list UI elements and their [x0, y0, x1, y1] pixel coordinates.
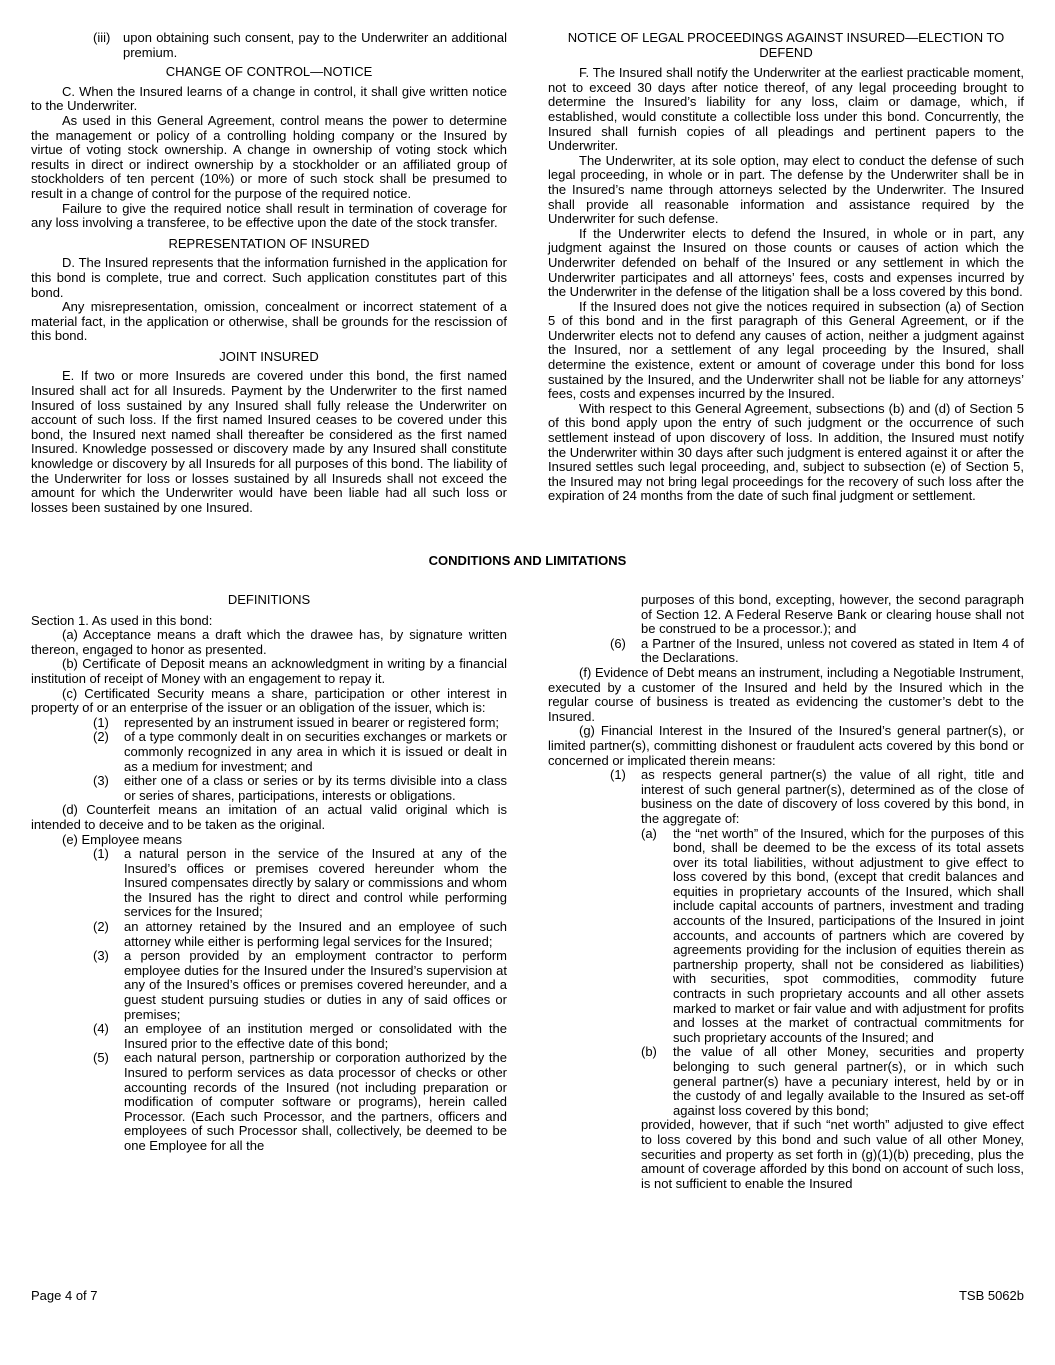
- list-item-g1: [548, 768, 1024, 826]
- heading-change-of-control: CHANGE OF CONTROL—NOTICE: [165, 64, 373, 80]
- item-text: a Partner of the Insured, unless not covered as stated in Item 4 of the Declarations.: [641, 635, 1024, 666]
- paragraph-f3: If the Underwriter elects to defend the Insured, in whole or in part, any judgment against the Insured on those counts or causes of action which the Underwriter defended on behalf of the Insured or any settlement in which the Underwriter participates and all attorneys’ fees, costs and expenses incurred by the Underwriter in the defense of the litigation shall be a loss covered by this bond.: [548, 225, 1024, 300]
- item-number: (1): [93, 846, 109, 862]
- heading-joint-insured: JOINT INSURED: [219, 348, 319, 364]
- item-text: either one of a class or series or by its terms divisible into a class or series of shares, participations, interests or obligations.: [124, 773, 507, 803]
- item-number: (2): [93, 729, 109, 745]
- item-number: (a): [641, 825, 657, 841]
- item-number: (1): [610, 767, 626, 783]
- list-item: [93, 1022, 507, 1051]
- form-number: TSB 5062b: [958, 1288, 1024, 1303]
- item-text: an employee of an institution merged or consolidated with the Insured prior to the effective date of this bond;: [124, 1021, 507, 1051]
- top-right-column: [548, 31, 1024, 504]
- definition-c-list: [31, 716, 507, 804]
- item-text: each natural person, partnership or corporation authorized by the Insured to perform services as data processor of checks or other accounting records of the Insured (not including preparation or modification of computer software or programs), herein called Processor. (Each such Processor, and the partners, officers and employees of such Processor shall, collectively, be deemed to be one Employee for all the: [124, 1050, 507, 1153]
- paragraph-f: F. The Insured shall notify the Underwriter at the earliest practicable moment, not to exceed 30 days after notice thereof, of any legal proceeding brought to determine the Insured’s liability for any loss, claim or damage, which, if established, would constitute a collectible loss under this bond. Concurrently, the Insured shall furnish copies of all pleadings and pertinent papers to the Underwriter.: [548, 65, 1024, 154]
- item-number: (4): [93, 1021, 109, 1037]
- list-item: [93, 1051, 507, 1153]
- list-item-e6: [548, 637, 1024, 666]
- definition-e: (e) Employee means: [62, 831, 182, 847]
- section-1-intro: Section 1. As used in this bond:: [31, 612, 213, 628]
- item-text: upon obtaining such consent, pay to the Underwriter an additional premium.: [123, 30, 507, 60]
- item-number: (3): [93, 773, 109, 789]
- list-item-iii: [31, 31, 507, 60]
- item-text: as respects general partner(s) the value of all right, title and interest of such general partner(s), determined as of the close of business on the date of discovery of loss covered by this bond, in the aggregate of:: [641, 767, 1024, 826]
- list-item: [93, 847, 507, 920]
- item-number: (1): [93, 714, 109, 730]
- item-text: the “net worth” of the Insured, which for the purposes of this bond, shall be deemed to be the excess of its total assets over its total liabilities, without adjustment to give effect to loss covered by this bond, (except that credit balances and equities in proprietary accounts of the Insured, which shall include capital accounts of partners, investment and trading accounts of the Insured, participations of the Insured in joint accounts, and accounts of partners which are covered by agreements providing for the inclusion of equities therein as partnership property, shall not be considered as liabilities) with securities, spot commodities, commodity future contracts in such proprietary accounts and all other assets marked to market or fair value and with adjustment for profits and losses at the market of contractual commitments for such proprietary accounts of the Insured; and: [673, 825, 1024, 1045]
- list-item-g1b: [548, 1045, 1024, 1118]
- heading-definitions: DEFINITIONS: [227, 592, 311, 607]
- paragraph-d2: Any misrepresentation, omission, concealment or incorrect statement of a material fact, in the application or otherwise, shall be grounds for the rescission of this bond.: [31, 299, 507, 344]
- definition-e-list: [31, 847, 507, 1153]
- item-text: a person provided by an employment contractor to perform employee duties for the Insured under the Insured’s supervision at any of the Insured’s offices or premises covered hereunder, and a guest student pursuing studies or duties in any of said offices or premises;: [124, 948, 507, 1022]
- item-text: a natural person in the service of the Insured at any of the Insured’s offices or premises covered hereunder whom the Insured compensates directly by salary or commissions and whom the Insured has the right to direct and control while performing services for the Insured;: [124, 846, 507, 920]
- paragraph-f2: The Underwriter, at its sole option, may elect to conduct the defense of such legal proceeding, in whole or in part. The defense by the Underwriter shall be in the Insured’s name through attorneys selected by the Underwriter. The Insured shall provide all reasonable information and assistance required by the Underwriter for such defense.: [548, 152, 1024, 227]
- definition-g: (g) Financial Interest in the Insured of the Insured’s general partner(s), or limited partner(s), committing dishonest or fraudulent acts covered by this bond or concerned or implicated therein means:: [548, 723, 1024, 768]
- list-item: [93, 730, 507, 774]
- list-item: [93, 716, 507, 731]
- list-item: [93, 920, 507, 949]
- definition-f: (f) Evidence of Debt means an instrument, including a Negotiable Instrument, executed by a customer of the Insured and held by the Insured which in the regular course of business is treated as evidencing the customer’s debt to the Insured.: [548, 664, 1024, 724]
- item-text: of a type commonly dealt in on securities exchanges or markets or commonly recognized in any area in which it is issued or dealt in as a medium for investment; and: [124, 729, 507, 774]
- item-number: (b): [641, 1044, 657, 1060]
- definition-d: (d) Counterfeit means an imitation of an actual valid original which is intended to deceive and to be taken as the original.: [31, 802, 507, 832]
- bottom-right-column: [548, 593, 1024, 1191]
- item-number: (2): [93, 919, 109, 935]
- page-number: Page 4 of 7: [31, 1288, 98, 1303]
- top-left-column: [31, 31, 507, 515]
- paragraph-c: C. When the Insured learns of a change in control, it shall give written notice to the Underwriter.: [31, 83, 507, 114]
- section-title: CONDITIONS AND LIMITATIONS: [428, 553, 627, 568]
- item-number: (5): [93, 1050, 109, 1066]
- item-number: (6): [610, 635, 626, 651]
- paragraph-c3: Failure to give the required notice shall result in termination of coverage for any loss involving a transferee, to be effective upon the date of the stock transfer.: [31, 200, 507, 231]
- heading-representation: REPRESENTATION OF INSURED: [168, 235, 370, 251]
- item-text: the value of all other Money, securities and property belonging to such general partner(s), or in which such general partner(s) have a pecuniary interest, held by or in the custody of and legally available to the Insured as set-off against loss covered by this bond;: [673, 1044, 1024, 1118]
- definition-c: (c) Certificated Security means a share, participation or other interest in property of or an enterprise of the issuer or an obligation of the issuer, which is:: [31, 685, 507, 716]
- processor-continuation: purposes of this bond, excepting, however, the second paragraph of Section 12. A Federal Reserve Bank or clearing house shall not be construed to be a processor.); and: [641, 592, 1024, 637]
- paragraph-e: E. If two or more Insureds are covered under this bond, the first named Insured shall act for all Insureds. Payment by the Underwriter to the first named Insured of loss sustained by any Insured shall fully release the Underwriter on account of such loss. If the first named Insured ceases to be covered under this bond, the Insured next named shall thereafter be considered as the first named Insured. Knowledge possessed or discovery made by any Insured shall constitute knowledge or discovery by all Insureds for all purposes of this bond. The liability of the Underwriter for loss or losses sustained by all Insureds shall not exceed the amount for which the Underwriter would have been liable had all such loss or losses been sustained by one Insured.: [31, 368, 507, 515]
- definition-b: (b) Certificate of Deposit means an acknowledgment in writing by a financial institution of receipt of Money with an engagement to repay it.: [31, 656, 507, 686]
- bottom-left-column: [31, 593, 507, 1154]
- item-text: represented by an instrument issued in bearer or registered form;: [124, 714, 500, 730]
- list-item: [93, 774, 507, 803]
- item-number: (3): [93, 948, 109, 964]
- paragraph-c2: As used in this General Agreement, control means the power to determine the management or policy of a controlling holding company or the Insured by virtue of voting stock ownership. A change in ownership of voting stock which results in direct or indirect ownership by a stockholder or an affiliated group of stockholders of ten percent (10%) or more of such stock shall be presumed to result in a change of control for the purpose of the required notice.: [31, 112, 507, 201]
- list-item-g1a: [548, 827, 1024, 1046]
- paragraph-d: D. The Insured represents that the information furnished in the application for this bond is complete, true and correct. Such application constitutes part of this bond.: [31, 255, 507, 300]
- heading-notice-legal-proceedings: NOTICE OF LEGAL PROCEEDINGS AGAINST INSURED—ELECTION TO DEFEND: [567, 30, 1005, 60]
- paragraph-f4: If the Insured does not give the notices required in subsection (a) of Section 5 of this bond and in the first paragraph of this General Agreement, or if the Underwriter elects not to defend any causes of action, neither a judgment against the Insured, nor a settlement of any legal proceeding by the Insured, shall determine the existence, extent or amount of coverage under this bond for loss sustained by the Insured, and the Underwriter shall not be liable for any attorneys’ fees, costs and expenses incurred by the Insured.: [548, 298, 1024, 402]
- list-item: [93, 949, 507, 1022]
- definition-a: (a) Acceptance means a draft which the drawee has, by signature written thereon, engaged to honor as presented.: [31, 627, 507, 657]
- item-text: an attorney retained by the Insured and an employee of such attorney while either is performing legal services for the Insured;: [124, 919, 507, 949]
- paragraph-f5: With respect to this General Agreement, subsections (b) and (d) of Section 5 of this bond apply upon the entry of such judgment or the occurrence of such settlement instead of upon discovery of loss. In addition, the Insured must notify the Underwriter within 30 days after such judgment is entered against it or after the Insured settles such legal proceeding, and, subject to subsection (e) of Section 5, the Insured may not bring legal proceedings for the recovery of such loss after the expiration of 24 months from the date of such final judgment or settlement.: [548, 400, 1024, 504]
- provided-however-paragraph: provided, however, that if such “net worth” adjusted to give effect to loss covered by this bond and such value of all other Money, securities and property as set forth in (g)(1)(b) preceding, plus the amount of coverage afforded by this bond on account of such loss, is not sufficient to enable the Insured: [641, 1117, 1024, 1191]
- item-number: (iii): [93, 30, 111, 45]
